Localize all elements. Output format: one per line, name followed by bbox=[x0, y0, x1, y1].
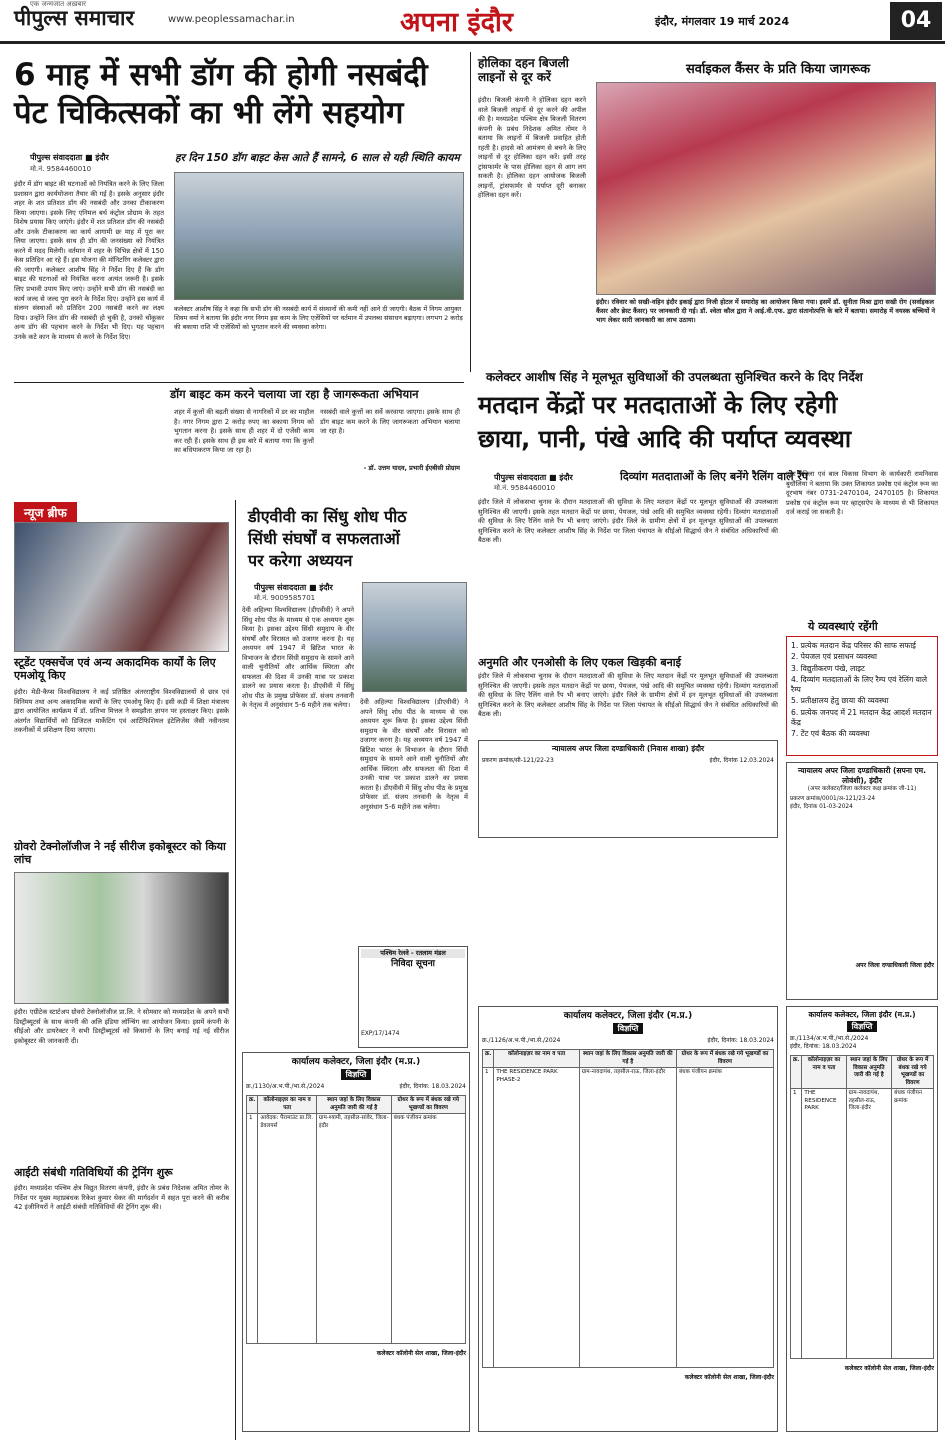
table-header: क्र. bbox=[791, 1056, 802, 1089]
collector-notice-3[interactable] bbox=[786, 1006, 938, 1432]
polling-kicker: कलेक्टर आशीष सिंह ने मूलभूत सुविधाओं की उपलब्धता सुनिश्चित करने के दिए निर्देश bbox=[486, 370, 863, 384]
list-item: 1. प्रत्येक मतदान केंद्र परिसर की साफ सफाई bbox=[791, 641, 916, 650]
brief-body-1: इंदौर। मेडी-कैप्स विश्वविद्यालय ने कई प्रतिष्ठित अंतरराष्ट्रीय विश्वविद्यालयों से छात्र एवं विनिमय तथा अन्य अकादमिक कार्यों के लिए एमओयू किए हैं। इसी कड़ी में शिक्षा मंत्रालय द्वारा आयोजित कार्यक्रम में डॉ. प्रतिभा मित्तल ने समझौता ज्ञापन पर हस्ताक्षर किए। इसके अंतर्गत विद्यार्थियों को डिजिटल मार्केटिंग एवं आर्टिफिशियल इंटेलिजेंस जैसी नवीनतम तकनीकों में प्रशिक्षण दिया जाएगा। bbox=[14, 688, 229, 735]
polling-list-title: ये व्यवस्थाएं रहेंगी bbox=[808, 620, 878, 633]
mou-photo bbox=[14, 522, 229, 652]
court-1-sub: (अपर कलेक्टर/जिला कलेक्टर कक्ष क्रमांक जी-11) bbox=[807, 786, 917, 793]
court-1-sign: अपर जिला दण्डाधिकारी जिला इंदौर bbox=[855, 961, 934, 969]
table-cell: ग्राम-नावदापंथ, तहसील-राऊ, जिला-इंदौर bbox=[846, 1089, 892, 1359]
ad-3-footer: कलेक्टर कॉलोनी सेल शाखा, जिला-इंदौर bbox=[844, 1365, 934, 1373]
tender-text-area bbox=[361, 970, 465, 1030]
brief-body-3: इंदौर। मध्यप्रदेश पश्चिम क्षेत्र विद्युत वितरण कंपनी, इंदौर के प्रबंध निदेशक अमित तोमर के निर्देश पर मुख्य महाप्रबंधक रिकेश कुमार थेकर की मार्गदर्शन में सहत पूरा करने की करीब 42 इंजीनियरों ने आईटी संबंधी गतिविधियों की ट्रेनिंग शुरू की। bbox=[14, 1184, 229, 1212]
ad-3-title: कार्यालय कलेक्टर, जिला इंदौर (म.प्र.) bbox=[808, 1010, 916, 1019]
tender-notice[interactable] bbox=[358, 946, 468, 1048]
tender-ref: EXP/17/1474 bbox=[361, 1029, 400, 1037]
court-1-date: इंदौर, दिनांक 01-03-2024 bbox=[790, 803, 853, 810]
ad-2-ref: क्र./1126/अ.भ.पी./भा.से./2024 bbox=[482, 1036, 561, 1044]
polling-complaint-head: अनुमति और एनओसी के लिए एकल खिड़की बनाई bbox=[478, 656, 681, 669]
newspaper-logo[interactable]: पीपुल्स समाचार bbox=[14, 6, 135, 30]
table-cell: बंधक पंजीयन क्रमांक bbox=[676, 1068, 773, 1368]
logo-tagline: एक जन्मजात अख़बार bbox=[30, 0, 87, 8]
tender-org: पश्चिम रेलवे - रतलाम मंडल bbox=[361, 949, 465, 958]
ad-1-footer: कलेक्टर कॉलोनी सेल शाखा, जिला-इंदौर bbox=[376, 1350, 466, 1358]
tender-title: निविदा सूचना bbox=[390, 958, 436, 969]
brief-headline-3[interactable]: आईटी संबंधी गतिविधियों की ट्रेनिंग शुरू bbox=[14, 1166, 173, 1179]
meeting-photo bbox=[174, 172, 464, 300]
news-brief-label: न्यूज ब्रीफ bbox=[14, 502, 77, 523]
court-1-case: प्रकरण क्रमांक/0001/अ-121/23-24 bbox=[790, 796, 876, 803]
holi-headline[interactable]: होलिका दहन बिजली लाइनों से दूर करें bbox=[478, 56, 569, 85]
table-header: ग्रोथर के रूप में बंधक रखे गये भूखण्डों का विवरण bbox=[892, 1056, 934, 1089]
brief-headline-1[interactable]: स्टूडेंट एक्सचेंज एवं अन्य अकादमिक कार्यों के लिए एमओयू किए bbox=[14, 656, 216, 683]
ad-2-tag: विज्ञप्ति bbox=[613, 1023, 644, 1034]
lead-headline-1[interactable]: 6 माह में सभी डॉग की होगी नसबंदी bbox=[14, 57, 428, 93]
column-rule bbox=[470, 52, 471, 372]
ad-3-table bbox=[790, 1055, 934, 1359]
ad-1-title: कार्यालय कलेक्टर, जिला इंदौर (म.प्र.) bbox=[291, 1057, 421, 1067]
ad-2-footer: कलेक्टर कॉलोनी सेल शाखा, जिला-इंदौर bbox=[684, 1374, 774, 1382]
column-rule bbox=[235, 500, 236, 1440]
university-photo bbox=[362, 582, 467, 692]
lead-headline-2[interactable]: पेट चिकित्सकों का भी लेंगे सहयोग bbox=[14, 95, 404, 131]
table-header: स्थान जहां के लिए विकास अनुमति जारी की गई है bbox=[316, 1096, 391, 1114]
lead-subheadline: डॉग बाइट कम करने चलाया जा रहा है जागरूकता अभियान bbox=[170, 387, 419, 401]
ad-1-ref: क्र./1130/अ.भ.पी./भा.से./2024 bbox=[246, 1082, 325, 1090]
list-item: 3. विद्युतीकरण पंखे, लाइट bbox=[791, 663, 865, 673]
court-notice-1[interactable] bbox=[786, 762, 938, 1000]
lead-kicker: हर दिन 150 डॉग बाइट केस आते हैं सामने, 6 साल से यही स्थिति कायम bbox=[175, 152, 460, 164]
dav-headline-2[interactable]: सिंधी संघर्षों व सफलताओं bbox=[248, 529, 400, 548]
polling-right-body: तथा महिला एवं बाल विकास विभाग के कार्यकारी रामनिवास बुधौलिया ने बताया कि उक्त शिकायत प्रकोष्ठ एवं कंट्रोल रूम का दूरभाष नंबर 0731-2470104, 2470105 है। शिकायत प्रकोष्ठ एवं कंट्रोल रूम पर व्हाट्सऐप के माध्यम से भी शिकायत दर्ज कराई जा सकती है। bbox=[786, 470, 938, 517]
cancer-headline[interactable]: सर्वाइकल कैंसर के प्रति किया जागरूक bbox=[685, 62, 871, 77]
polling-sub: दिव्यांग मतदाताओं के लिए बनेंगे रैलिंग वाले रैंप bbox=[620, 470, 809, 483]
court-2-case: प्रकरण क्रमांक/सी-121/22-23 bbox=[482, 757, 554, 765]
court-2-date: इंदौर, दिनांक 12.03.2024 bbox=[709, 757, 774, 765]
table-header: कॉलोनाइज़र का नाम व पता bbox=[802, 1056, 846, 1089]
product-launch-photo bbox=[14, 872, 229, 1004]
court-notice-2[interactable] bbox=[478, 740, 778, 838]
list-item: 2. पेयजल एवं प्रसाधन व्यवस्था bbox=[791, 652, 877, 662]
table-cell: 1 bbox=[247, 1114, 258, 1344]
table-header: स्थान जहां के लिए विकास अनुमति जारी की गई है bbox=[846, 1056, 892, 1089]
lead-sub-body: शहर में कुत्तों की बढ़ती संख्या से नागरिकों में डर का माहौल है। नगर निगम द्वारा 2 करोड़ रुपए का बकाया निगम को भुगतान करना है। इसके साथ ही शहर में दो एजेंसी काम कर रही हैं। इसके साथ ही इस बारे में बताया गया कि कुत्तों का बधियाकरण किया जा रहा है। bbox=[174, 408, 314, 455]
table-header: ग्रोथर के रूप में बंधक रखे गये भूखण्डों का विवरण bbox=[391, 1096, 465, 1114]
ad-1-tag: विज्ञप्ति bbox=[341, 1069, 372, 1080]
table-cell: 1 bbox=[483, 1068, 494, 1368]
table-cell: आवेदक: पैरामाउंट प्रा.लि. डेवलपर्स bbox=[258, 1114, 316, 1344]
ad-2-date: इंदौर, दिनांक: 18.03.2024 bbox=[707, 1036, 774, 1044]
ad-3-date: इंदौर, दिनांक: 18.03.2024 bbox=[790, 1043, 857, 1051]
ad-1-date: इंदौर, दिनांक: 18.03.2024 bbox=[399, 1082, 466, 1090]
court-2-title: न्यायालय अपर जिला दण्डाधिकारी (निवास शाखा) इंदौर bbox=[551, 744, 705, 753]
ad-3-ref: क्र./1134/अ.भ.पी./भा.से./2024 bbox=[790, 1034, 869, 1042]
table-header: कॉलोनाइज़र का नाम व पता bbox=[494, 1050, 579, 1068]
polling-list bbox=[791, 641, 933, 739]
dav-body: देवी अहिल्या विश्वविद्यालय (डीएवीवी) ने अपने सिंधु शोध पीठ के माध्यम से एक अध्ययन शुरू किया है। इसका उद्देश्य सिंधी समुदाय के वीर संघर्षों और विरासत को उजागर करना है। यह अध्ययन वर्ष 1947 में ब्रिटिश भारत के विभाजन के दौरान सिंधी समुदाय के सामने आने वाली चुनौतियों और आर्थिक स्थिरता और सफलता की दिशा में उनकी यात्रा पर प्रकाश डालने का प्रयास करता है। डीएवीवी में सिंधु शोध पीठ के प्रमुख प्रोफेसर डॉ. संजय तनवानी के नेतृत्व में अनुसंधान 5-6 महीने तक चलेगा। bbox=[242, 606, 354, 710]
dav-headline-3[interactable]: पर करेगा अध्ययन bbox=[248, 551, 353, 570]
masthead bbox=[0, 0, 945, 44]
collector-notice-2[interactable] bbox=[478, 1006, 778, 1432]
cancer-event-photo bbox=[596, 82, 936, 295]
polling-more: इंदौर जिले में लोकसभा चुनाव के दौरान मतदाताओं की सुविधा के लिए मतदान केंद्रों पर मूलभूत सुविधाओं की उपलब्धता सुनिश्चित की जाएगी। इसके तहत मतदान केंद्रों पर छाया, पेयजल, पंखे आदि की समुचित व्यवस्था रहेगी। दिव्यांग मतदाताओं की सुविधा के लिए रैलिंग वाले रैंप भी बनाए जाएंगे। इंदौर जिले के ग्रामीण क्षेत्रों में इन मूलभूत सुविधाओं की उपलब्धता सुनिश्चित करने के लिए कलेक्टर आशीष सिंह के निर्देश पर जिला पंचायत के सीईओ सिद्धार्थ जैन ने संबंधित अधिकारियों की बैठक ली। bbox=[478, 672, 778, 719]
lead-quote-author: - डॉ. उत्तम यादव, प्रभारी ईएबीसी प्रोग्राम bbox=[363, 464, 460, 472]
table-cell: ग्राम-नावदापंथ, तहसील-राऊ, जिला-इंदौर bbox=[579, 1068, 676, 1368]
website-url[interactable]: www.peoplessamachar.in bbox=[168, 14, 295, 25]
list-item: 6. प्रत्येक जनपद में 21 मतदान केंद्र आदर्श मतदान केंद्र bbox=[791, 707, 932, 727]
polling-body: इंदौर जिले में लोकसभा चुनाव के दौरान मतदाताओं की सुविधा के लिए मतदान केंद्रों पर मूलभूत सुविधाओं की उपलब्धता सुनिश्चित की जाएगी। इसके तहत मतदान केंद्रों पर छाया, पेयजल, पंखे आदि की समुचित व्यवस्था रहेगी। दिव्यांग मतदाताओं की सुविधा के लिए रैलिंग वाले रैंप भी बनाए जाएंगे। इंदौर जिले के ग्रामीण क्षेत्रों में इन मूलभूत सुविधाओं की उपलब्धता सुनिश्चित करने के लिए कलेक्टर आशीष सिंह के निर्देश पर जिला पंचायत के सीईओ सिद्धार्थ जैन ने संबंधित अधिकारियों की बैठक ली। bbox=[478, 498, 778, 545]
lead-body: इंदौर में डॉग बाइट की घटनाओं को नियंत्रित करने के लिए जिला प्रशासन द्वारा कार्ययोजना तैयार की गई है। इसके अनुसार इंदौर शहर के शत प्रतिशत डॉग की नसबंदी और उनका टीकाकरण किया जाएगा। इसके लिए एनिमल बर्थ कंट्रोल प्रोग्राम के तहत विशेष प्रयास किए जाएंगे। इंदौर में शत प्रतिशत डॉग की नसबंदी और उनके टीकाकरण का कार्य आगामी छः माह में पूरा कर लिया जाएगा। इसके साथ ही डॉग की जनसंख्या को नियंत्रित करने में मदद मिलेगी। वर्तमान में शहर के विभिन्न क्षेत्रों में 150 केस प्रतिदिन आ रहे हैं। इस योजना की मॉनिटरिंग कलेक्टर द्वारा की जाएगी। कलेक्टर आशीष सिंह ने निर्देश दिए हैं कि डॉग बाइट की घटनाओं को नियंत्रित करना अत्यंत जरूरी है। इसके लिए प्रभावी उपाय किए जाएं। उन्होंने सभी डॉग की नसबंदी का कार्य जल्द से जल्द पूरा करने के निर्देश दिए। उन्होंने इस कार्य में संलग्न संस्थाओं को प्रतिदिन 200 नसबंदी करने का लक्ष्य दिया। उन्होंने जिन डॉग की नसबंदी हो चुकी है, उनको चोंकूकर अन्य डॉग की पहचान करने के निर्देश भी दिए। यह पहचान उनके कटे कान के माध्यम से करने के निर्देश दिए। bbox=[14, 180, 164, 341]
dav-mobile: मो.नं. 9009585701 bbox=[254, 594, 316, 602]
polling-headline-1[interactable]: मतदान केंद्रों पर मतदाताओं के लिए रहेगी bbox=[478, 391, 838, 419]
dav-headline-1[interactable]: डीएवीवी का सिंधु शोध पीठ bbox=[248, 507, 407, 526]
table-header: स्थान जहां के लिए विकास अनुमति जारी की गई है bbox=[579, 1050, 676, 1068]
page-number: 04 bbox=[890, 2, 942, 40]
table-header: क्र. bbox=[483, 1050, 494, 1068]
holi-body: इंदौर। बिजली कंपनी ने होलिका दहन करने वाले बिजली लाइनों से दूर करने की अपील की है। मध्यप्रदेश पश्चिम क्षेत्र बिजली वितरण कंपनी के प्रबंध निदेशक अमित तोमर ने बताया कि लाइनों में बिजली प्रवाहित होती रहती है। हादसे को आमंत्रण से बचने के लिए लाइनों से दूर होलिका दहन करें। इसी तरह ट्रांसफार्मर के पास होलिका दहन से आग लग सकती है। होलिका दहन आयोजक बिजली लाइनों, ट्रांसफार्मर से पर्याप्त दूरी बनाकर होलिका दहन करें। bbox=[478, 96, 586, 200]
table-header: कॉलोनाइज़र का नाम व पता bbox=[258, 1096, 316, 1114]
polling-byline: पीपुल्स संवाददाता ■ इंदौर bbox=[494, 473, 573, 482]
ad-3-tag: विज्ञप्ति bbox=[847, 1021, 878, 1032]
table-cell: ग्राम-श्यामी, तहसील-सांवेर, जिला-इंदौर bbox=[316, 1114, 391, 1344]
ad-2-title: कार्यालय कलेक्टर, जिला इंदौर (म.प्र.) bbox=[563, 1011, 693, 1021]
list-item: 5. प्रतीक्षालय हेतु छाया की व्यवस्था bbox=[791, 696, 889, 706]
ad-2-table bbox=[482, 1049, 774, 1368]
collector-notice-1[interactable] bbox=[242, 1052, 470, 1432]
lead-quote: नसबंदी वाले कुत्तों का सर्वे करवाया जाएगा। इसके साथ ही डॉग बाइट कम करने के लिए जागरूकता अभियान चलाया जा रहा है। bbox=[320, 408, 460, 436]
table-header: ग्रोथर के रूप में बंधक रखे गये भूखण्डों का विवरण bbox=[676, 1050, 773, 1068]
section-title: अपना इंदौर bbox=[400, 7, 513, 38]
lead-byline: पीपुल्स संवाददाता ■ इंदौर bbox=[30, 153, 109, 162]
cancer-caption: इंदौर। रविवार को सखी-वहिन इंदौर इकाई द्वारा निजी होटल में समारोह का आयोजन किया गया। इसमें डॉ. सुनीता मिश्रा द्वारा सखी रोग (सर्वाइकल कैंसर और ब्रेस्ट कैंसर) पर जानकारी दी गई। डॉ. श्वेता कौल द्वारा ने आई.वी.एफ. द्वारा संतानोत्पत्ति के बारे में बताया। समारोह में वयस्क बच्चियों ने भाग लेकर सारी जानकारी का लाभ उठाया। bbox=[596, 298, 936, 324]
brief-body-2: इंदौर। एग्रीटेक स्टार्टअप ग्रोवरो टेक्नोलॉजीज प्रा.लि. ने सोमवार को मध्यप्रदेश के अपने सभी डिस्ट्रीब्यूटर्स के साथ कंपनी की अलि इंडिया लॉन्चिंग का आयोजन किया। इसमें कंपनी के सीईओ और डायरेक्टर ने सभी डिस्ट्रीब्यूटर्स को किसानों के लिए बनाई गई नई सीरीज इकोबूस्टर की जानकारी दी। bbox=[14, 1008, 229, 1045]
table-cell: THE RESIDENCE PARK PHASE-2 bbox=[494, 1068, 579, 1368]
table-cell: बंधक पंजीयन क्रमांक bbox=[391, 1114, 465, 1344]
ad-1-table bbox=[246, 1095, 466, 1344]
brief-headline-2[interactable]: ग्रोवरो टेक्नोलॉजीज ने नई सीरीज इकोबूस्टर को किया लांच bbox=[14, 840, 226, 867]
divider bbox=[14, 382, 464, 383]
dav-byline: पीपुल्स संवाददाता ■ इंदौर bbox=[254, 583, 333, 592]
list-item: 4. दिव्यांग मतदाताओं के लिए रैम्प एवं रेलिंग वाले रैम्प bbox=[791, 674, 927, 694]
polling-headline-2[interactable]: छाया, पानी, पंखे आदि की पर्याप्त व्यवस्था bbox=[478, 425, 852, 453]
table-cell: THE RESIDENCE PARK bbox=[802, 1089, 846, 1359]
dateline: इंदौर, मंगलवार 19 मार्च 2024 bbox=[655, 15, 790, 28]
dav-body-cont: देवी अहिल्या विश्वविद्यालय (डीएवीवी) ने अपने सिंधु शोध पीठ के माध्यम से एक अध्ययन शुरू किया है। इसका उद्देश्य सिंधी समुदाय के वीर संघर्षों और विरासत को उजागर करना है। यह अध्ययन वर्ष 1947 में ब्रिटिश भारत के विभाजन के दौरान सिंधी समुदाय के सामने आने वाली चुनौतियों और आर्थिक स्थिरता और सफलता की दिशा में उनकी यात्रा पर प्रकाश डालने का प्रयास करता है। डीएवीवी में सिंधु शोध पीठ के प्रमुख प्रोफेसर डॉ. संजय तनवानी के नेतृत्व में अनुसंधान 5-6 महीने तक चलेगा। bbox=[360, 698, 468, 812]
table-cell: 1 bbox=[791, 1089, 802, 1359]
polling-list-box bbox=[786, 636, 938, 756]
court-1-title: न्यायालय अपर जिला दण्डाधिकारी (सपना एम. लोवंशी), इंदौर bbox=[798, 766, 926, 786]
polling-mobile: मो.नं. 9584460010 bbox=[494, 484, 556, 492]
table-cell: बंधक पंजीयन क्रमांक bbox=[892, 1089, 934, 1359]
list-item: 7. टेंट एवं बैठक की व्यवस्था bbox=[791, 729, 870, 738]
lead-photo-caption: कलेक्टर आशीष सिंह ने कहा कि सभी डॉग की नसबंदी कार्य में संस्थानों की कमी नहीं आने दी जाएगी। बैठक में निगम आयुक्त शिवम वर्मा ने बताया कि इंदौर नगर निगम इस काम के लिए एजेंसियों पर वर्तमान में उपलब्ध संसाधन बढ़ाएगा। लगभग 2 करोड़ की बकाया राशि भी एजेंसियों को भुगतान करने की व्यवस्था करेगा। bbox=[174, 305, 463, 331]
table-header: क्र. bbox=[247, 1096, 258, 1114]
lead-mobile: मो.नं. 9584460010 bbox=[30, 165, 92, 173]
